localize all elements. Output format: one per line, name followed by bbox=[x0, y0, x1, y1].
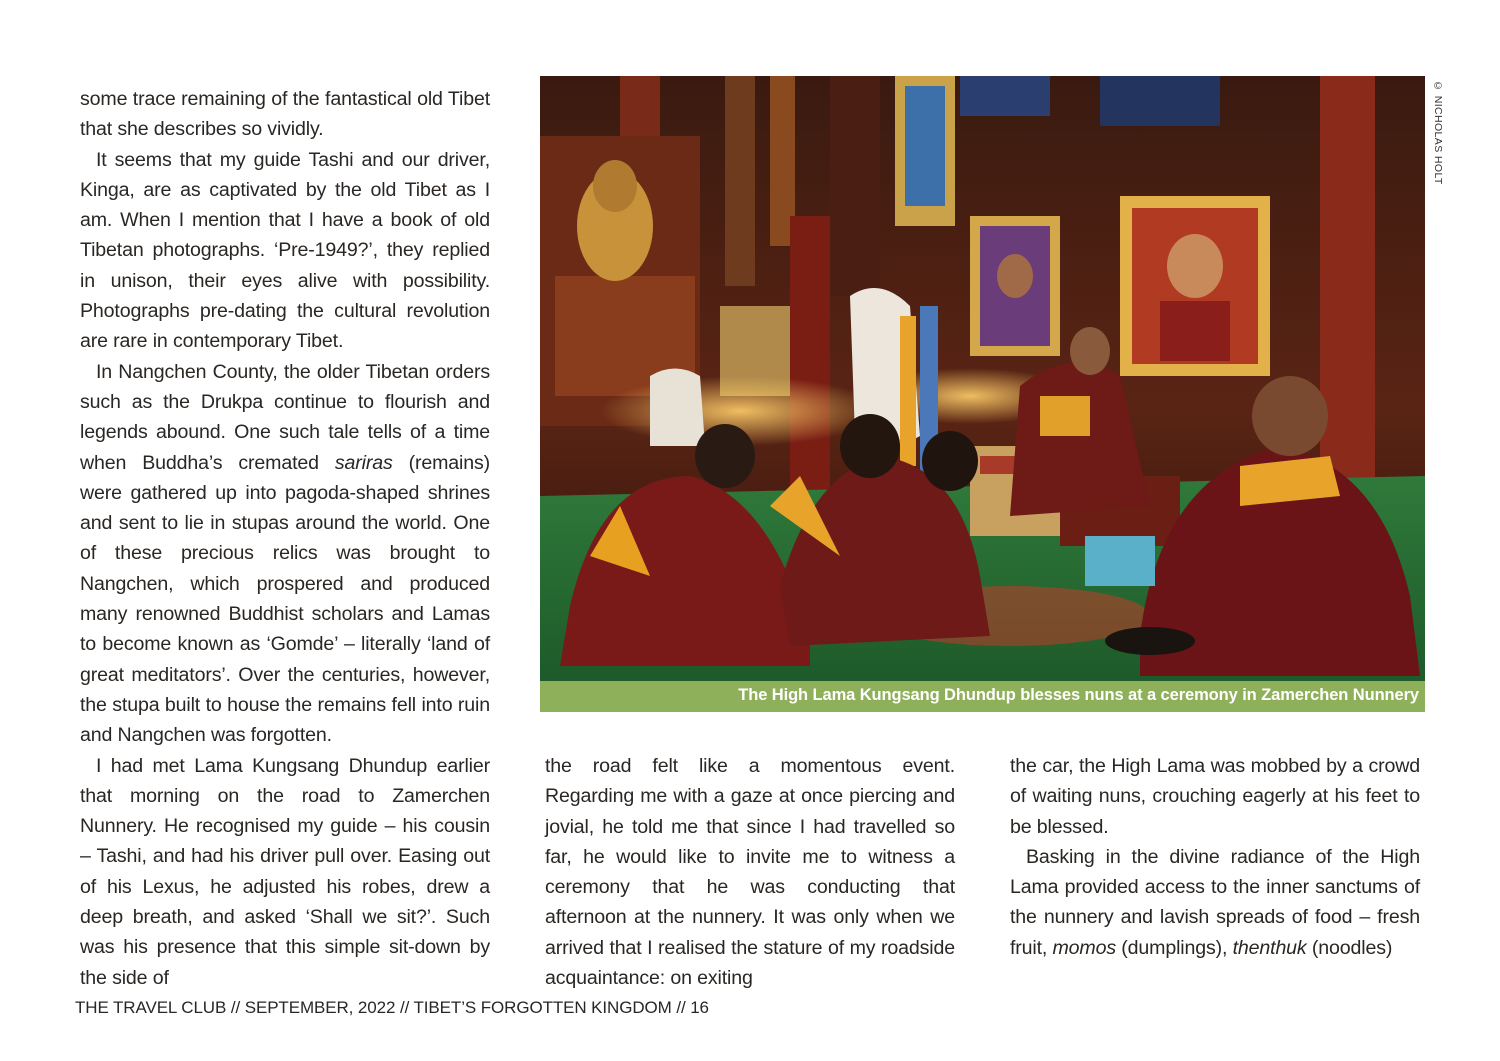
italic-term: momos bbox=[1052, 936, 1117, 959]
photo-caption: The High Lama Kungsang Dhundup blesses nuns at a ceremony in Zamerchen Nunnery bbox=[738, 686, 1419, 704]
paragraph-text: (remains) were gathered up into pagoda-shaped shrines and sent to lie in stupas around the world. One of these precious relics was brought to Nangchen, which prospered and produced many renowned Buddhist scholars and Lamas to become known as ‘Gomde’ – literally ‘land of great meditators’. Over the centuries, however, the stupa built to house the remains fell into ruin and Nangchen was forgotten. bbox=[80, 451, 490, 747]
caption-bar bbox=[540, 681, 1425, 712]
page-number: 16 bbox=[690, 998, 709, 1017]
paragraph: the car, the High Lama was mobbed by a crowd of waiting nuns, crouching eagerly at his feet to be blessed. bbox=[1010, 755, 1420, 838]
paragraph: some trace remaining of the fantastical old Tibet that she describes so vividly. bbox=[80, 88, 490, 141]
paragraph: It seems that my guide Tashi and our driver, Kinga, are as captivated by the old Tibet as I am. When I mention that I have a book of old Tibetan photographs. ‘Pre-1949?’, they replied in unison, their eyes alive with possibility. Photographs pre-dating the cultural revolution are rare in contemporary Tibet. bbox=[80, 148, 490, 353]
paragraph bbox=[1010, 842, 1420, 963]
italic-term: sariras bbox=[334, 451, 393, 474]
paragraph: I had met Lama Kungsang Dhundup earlier that morning on the road to Zamerchen Nunnery. He recognised my guide – his cousin – Tashi, and had his driver pull over. Easing out of his Lexus, he adjusted his robes, drew a deep breath, and asked ‘Shall we sit?’. Such was his presence that this simple sit-down by the side of bbox=[80, 754, 490, 989]
paragraph bbox=[80, 357, 490, 751]
article-column-2 bbox=[545, 751, 955, 993]
page-footer bbox=[75, 998, 709, 1018]
photo-credit: © NICHOLAS HOLT bbox=[1432, 80, 1444, 185]
footer-text: THE TRAVEL CLUB // SEPTEMBER, 2022 // TIBET’S FORGOTTEN KINGDOM // bbox=[75, 998, 691, 1017]
italic-term: thenthuk bbox=[1232, 936, 1307, 959]
article-column-1 bbox=[80, 84, 490, 993]
paragraph-text: (dumplings), bbox=[1116, 936, 1233, 959]
paragraph-text: (noodles) bbox=[1306, 936, 1393, 959]
article-column-3 bbox=[1010, 751, 1420, 963]
ceremony-photo bbox=[540, 76, 1425, 681]
paragraph-text: Basking in the divine radiance of the High Lama provided access to the inner sanctums of the nunnery and lavish spreads of food – fresh fruit, bbox=[1010, 845, 1420, 959]
paragraph: the road felt like a momentous event. Regarding me with a gaze at once piercing and jovial, he told me that since I had travelled so far, he would like to invite me to witness a ceremony that he was conducting that afternoon at the nunnery. It was only when we arrived that I realised the stature of my roadside acquaintance: on exiting bbox=[545, 755, 955, 990]
paragraph-text: In Nangchen County, the older Tibetan orders such as the Drukpa continue to flourish and legends abound. One such tale tells of a time when Buddha’s cremated bbox=[80, 360, 490, 474]
